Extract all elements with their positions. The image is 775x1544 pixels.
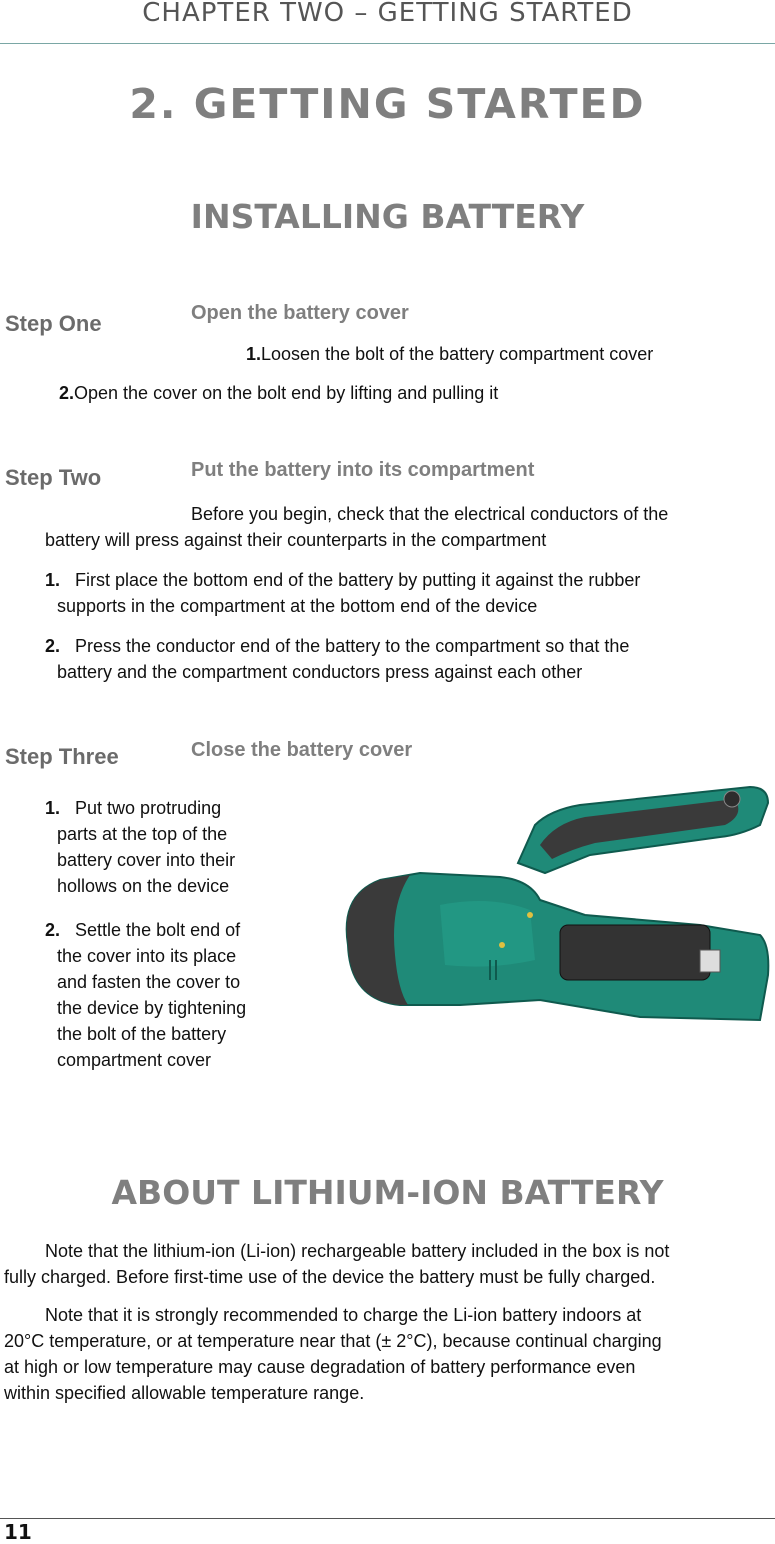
item-text: Loosen the bolt of the battery compartment cover	[261, 344, 654, 364]
item-number: 1.	[246, 344, 262, 364]
device-battery-illustration	[340, 785, 770, 1025]
item-text-line-1: First place the bottom end of the battery by putting it against the rubber	[75, 570, 641, 590]
item-text-line-1: Put two protruding	[75, 798, 222, 818]
section-heading-about-lithium-ion: ABOUT LITHIUM-ION BATTERY	[111, 1173, 664, 1212]
step-two-item-2	[45, 633, 629, 685]
step-one-subtitle: Open the battery cover	[191, 302, 409, 324]
item-text-line-2: battery and the compartment conductors press against each other	[57, 662, 583, 682]
step-two-label: Step Two	[5, 465, 102, 490]
item-number: 2.	[45, 920, 61, 940]
step-two-intro-line-2: battery will press against their counterparts in the compartment	[45, 530, 547, 550]
item-text-line-5: the bolt of the battery	[57, 1024, 227, 1044]
step-two-subtitle: Put the battery into its compartment	[191, 459, 535, 481]
footer-rule	[0, 1518, 775, 1519]
chapter-title: 2. GETTING STARTED	[129, 80, 646, 128]
header-rule	[0, 43, 775, 44]
step-two-intro-line-1: Before you begin, check that the electrical conductors of the	[191, 504, 669, 524]
note-para-1-line-2: fully charged. Before first-time use of the device the battery must be fully charged.	[4, 1267, 656, 1287]
item-text-line-2: supports in the compartment at the bottom end of the device	[57, 596, 538, 616]
item-text-line-1: Press the conductor end of the battery to the compartment so that the	[75, 636, 630, 656]
device-body-shape	[347, 873, 769, 1020]
item-text-line-3: and fasten the cover to	[57, 972, 241, 992]
item-text-line-6: compartment cover	[57, 1050, 212, 1070]
step-three-label: Step Three	[5, 744, 119, 769]
step-one-item-1	[246, 341, 653, 367]
step-three-item-2	[45, 917, 295, 1073]
item-number: 1.	[45, 570, 61, 590]
item-text: Open the cover on the bolt end by lifting and pulling it	[74, 383, 499, 403]
note-para-1-line-1: Note that the lithium-ion (Li-ion) rechargeable battery included in the box is not	[45, 1241, 670, 1261]
item-text-line-3: battery cover into their	[57, 850, 236, 870]
battery-cover-shape	[518, 787, 768, 873]
step-one-label: Step One	[5, 311, 102, 336]
step-three-item-1	[45, 795, 295, 899]
section-heading-installing-battery: INSTALLING BATTERY	[190, 197, 585, 236]
item-text-line-2: parts at the top of the	[57, 824, 228, 844]
note-para-2-line-4: within specified allowable temperature range.	[4, 1383, 365, 1403]
note-para-2-line-2: 20°C temperature, or at temperature near that (± 2°C), because continual charging	[4, 1331, 662, 1351]
item-number: 2.	[45, 636, 61, 656]
item-text-line-4: the device by tightening	[57, 998, 247, 1018]
item-number: 1.	[45, 798, 61, 818]
step-two-item-1	[45, 567, 640, 619]
item-text-line-1: Settle the bolt end of	[75, 920, 241, 940]
page-number: 11	[4, 1520, 32, 1544]
item-text-line-2: the cover into its place	[57, 946, 237, 966]
running-header: CHAPTER TWO – GETTING STARTED	[142, 0, 633, 28]
step-one-item-2	[59, 380, 498, 406]
step-three-subtitle: Close the battery cover	[191, 739, 413, 761]
item-number: 2.	[59, 383, 75, 403]
item-text-line-4: hollows on the device	[57, 876, 230, 896]
note-para-2-line-1: Note that it is strongly recommended to charge the Li-ion battery indoors at	[45, 1305, 642, 1325]
note-para-2-line-3: at high or low temperature may cause degradation of battery performance even	[4, 1357, 636, 1377]
